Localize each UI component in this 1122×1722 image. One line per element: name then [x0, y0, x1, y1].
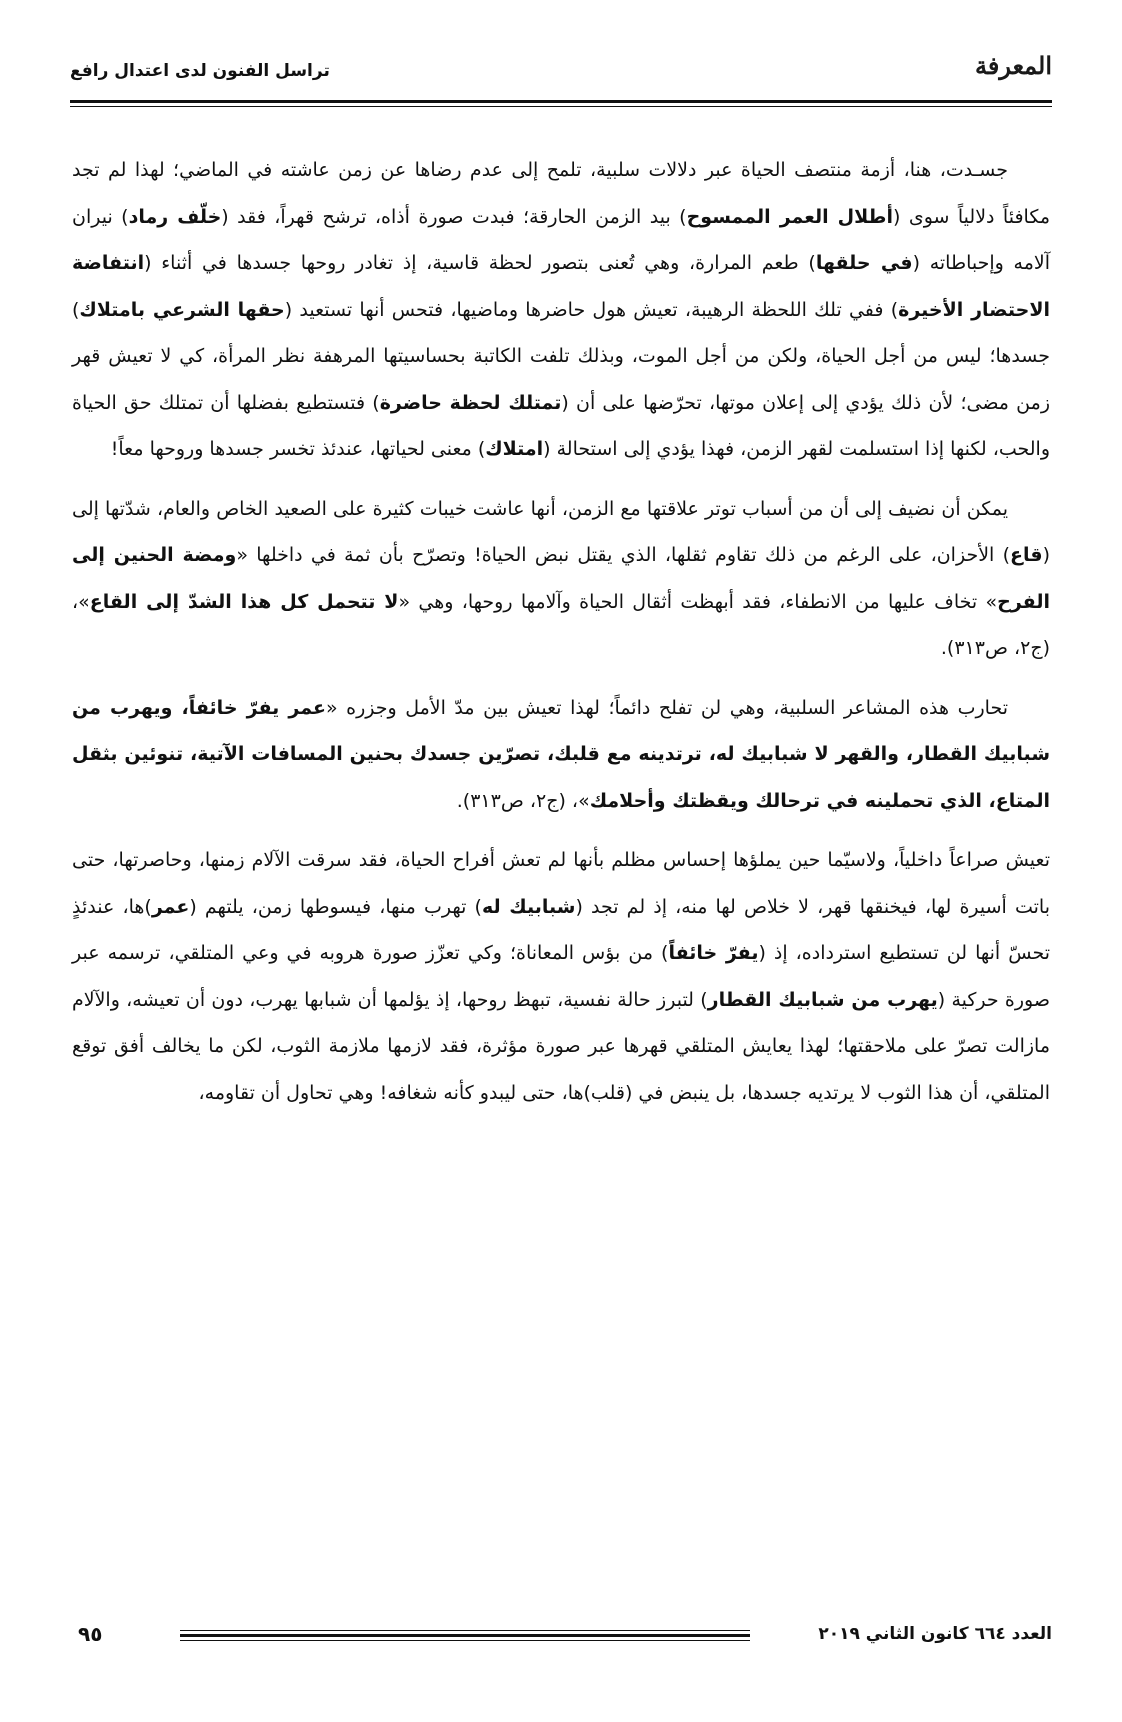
- paragraph-2: [72, 486, 1050, 672]
- running-title: تراسل الفنون لدى اعتدال رافع: [70, 61, 330, 81]
- bold-quote: انتفاضة الاحتضار الأخيرة: [72, 252, 1050, 321]
- page-number: ٩٥: [78, 1622, 103, 1646]
- bold-quote: ومضة الحنين إلى الفرح: [72, 544, 1050, 613]
- text-run: ) الأحزان، على الرغم من ذلك تقاوم ثقلها، الذي يقتل نبض الحياة! وتصرّح بأن ثمة في داخلها «: [236, 544, 1011, 566]
- text-run: )ها، عندئذٍ تحسّ أنها لن تستطيع استرداده، إذ (: [72, 895, 1050, 964]
- text-run: ) لتبرز حالة نفسية، تبهظ روحها، إذ يؤلمها أن شبابها يهرب، دون أن تعيشه، والآلام مازالت تصرّ على ملاحقتها؛ لهذا يعايش المتلقي قهرها عبر صورة مؤثرة، فقد لازمها ملازمة الثوب، لكن ما يخالف أفق توقع المتلقي، أن هذا الثوب لا يرتديه جسدها، بل ينبض في (قلب)ها، حتى ليبدو كأنه شغافه! وهي تحاول أن تقاومه،: [72, 988, 1050, 1104]
- header-rule-thick: [70, 100, 1052, 103]
- header-rule-thin: [70, 106, 1052, 107]
- bold-quote: حقها الشرعي بامتلاك: [79, 298, 285, 321]
- issue-label: العدد ٦٦٤ كانون الثاني ٢٠١٩: [818, 1624, 1052, 1644]
- text-run: ) تهرب منها، فيسوطها زمن، يلتهم (: [189, 895, 482, 918]
- bold-quote: في حلقها: [815, 252, 913, 274]
- text-run: تحارب هذه المشاعر السلبية، وهي لن تفلح دائماً؛ لهذا تعيش بين مدّ الأمل وجزره «: [325, 696, 1009, 719]
- bold-quote: يفرّ خائفاً: [668, 942, 759, 964]
- text-run: ) نيران آلامه وإحباطاته (: [72, 205, 1050, 274]
- bold-quote: قاع: [1010, 544, 1043, 566]
- bold-quote: عمر يفرّ خائفاً، ويهرب من شبابيك القطار، والقهر لا شبابيك له، ترتدينه مع قلبك، تصرّين جسدك بحنين المسافات الآتية، تنوئين بثقل المتاع، الذي تحملينه في ترحالك ويقظتك وأحلامك: [72, 696, 1050, 812]
- bold-quote: خلّف رماد: [128, 205, 222, 228]
- bold-quote: عمر: [151, 895, 190, 918]
- bold-quote: لا تتحمل كل هذا الشدّ إلى القاع: [89, 590, 399, 613]
- paragraph-3: [72, 685, 1050, 825]
- page-header: [70, 51, 1052, 95]
- text-run: ) فتستطيع بفضلها أن تمتلك حق الحياة والحب، لكنها إذا استسلمت لقهر الزمن، فهذا يؤدي إلى استحالة (: [72, 391, 1050, 460]
- text-run: »، (ج٢، ص٣١٣).: [456, 789, 590, 812]
- text-run: ) من بؤس المعاناة؛ وكي تعزّز صورة هروبه في وعي المتلقي، ترسمه عبر صورة حركية (: [72, 942, 1050, 1011]
- text-run: ) معنى لحياتها، عندئذ تخسر جسدها وروحها معاً!: [110, 438, 486, 460]
- article-body: [72, 147, 1050, 1129]
- page-footer: [70, 1624, 1052, 1654]
- paragraph-4: [72, 837, 1050, 1116]
- text-run: ) ففي تلك اللحظة الرهيبة، تعيش هول حاضرها وماضيها، فتحس أنها تستعيد (: [284, 298, 899, 321]
- text-run: »، (ج٢، ص٣١٣).: [72, 590, 1050, 659]
- text-run: ) بيد الزمن الحارقة؛ فبدت صورة أذاه، ترشح قهراً، فقد (: [221, 205, 687, 228]
- footer-rule: [180, 1630, 750, 1641]
- bold-quote: تمتلك لحظة حاضرة: [379, 391, 562, 414]
- text-run: ) طعم المرارة، وهي تُعنى بتصور لحظة قاسية، إذ تغادر روحها جسدها في أثناء (: [144, 252, 816, 274]
- paragraph-1: [72, 147, 1050, 473]
- text-run: يمكن أن نضيف إلى أن من أسباب توتر علاقتها مع الزمن، أنها عاشت خيبات كثيرة على الصعيد الخاص والعام، شدّتها إلى (: [72, 497, 1050, 566]
- bold-quote: شبابيك له: [481, 895, 576, 918]
- bold-quote: امتلاك: [485, 438, 544, 460]
- bold-quote: أطلال العمر الممسوح: [686, 205, 893, 228]
- text-run: » تخاف عليها من الانطفاء، فقد أبهظت أثقال الحياة وآلامها روحها، وهي «: [398, 590, 998, 613]
- text-run: ) جسدها؛ ليس من أجل الحياة، ولكن من أجل الموت، وبذلك تلفت الكاتبة بحساسيتها المرهفة نظر المرأة، كي لا تعيش قهر زمن مضى؛ لأن ذلك يؤدي إلى إعلان موتها، تحرّضها على أن (: [72, 298, 1050, 414]
- bold-quote: يهرب من شبابيك القطار: [707, 988, 938, 1011]
- journal-logo: المعرفة: [974, 51, 1052, 80]
- text-run: تعيش صراعاً داخلياً، ولاسيّما حين يملؤها إحساس مظلم بأنها لم تعش أفراح الحياة، فقد سرقت الآلام زمنها، وحاصرتها، حتى باتت أسيرة لها، فيخنقها قهر، لا خلاص لها منه، إذ لم تجد (: [72, 849, 1050, 918]
- text-run: جسـدت، هنا، أزمة منتصف الحياة عبر دلالات سلبية، تلمح إلى عدم رضاها عن زمن عاشته في الماضي؛ لهذا لم تجد مكافئاً دلالياً سوى (: [72, 159, 1051, 228]
